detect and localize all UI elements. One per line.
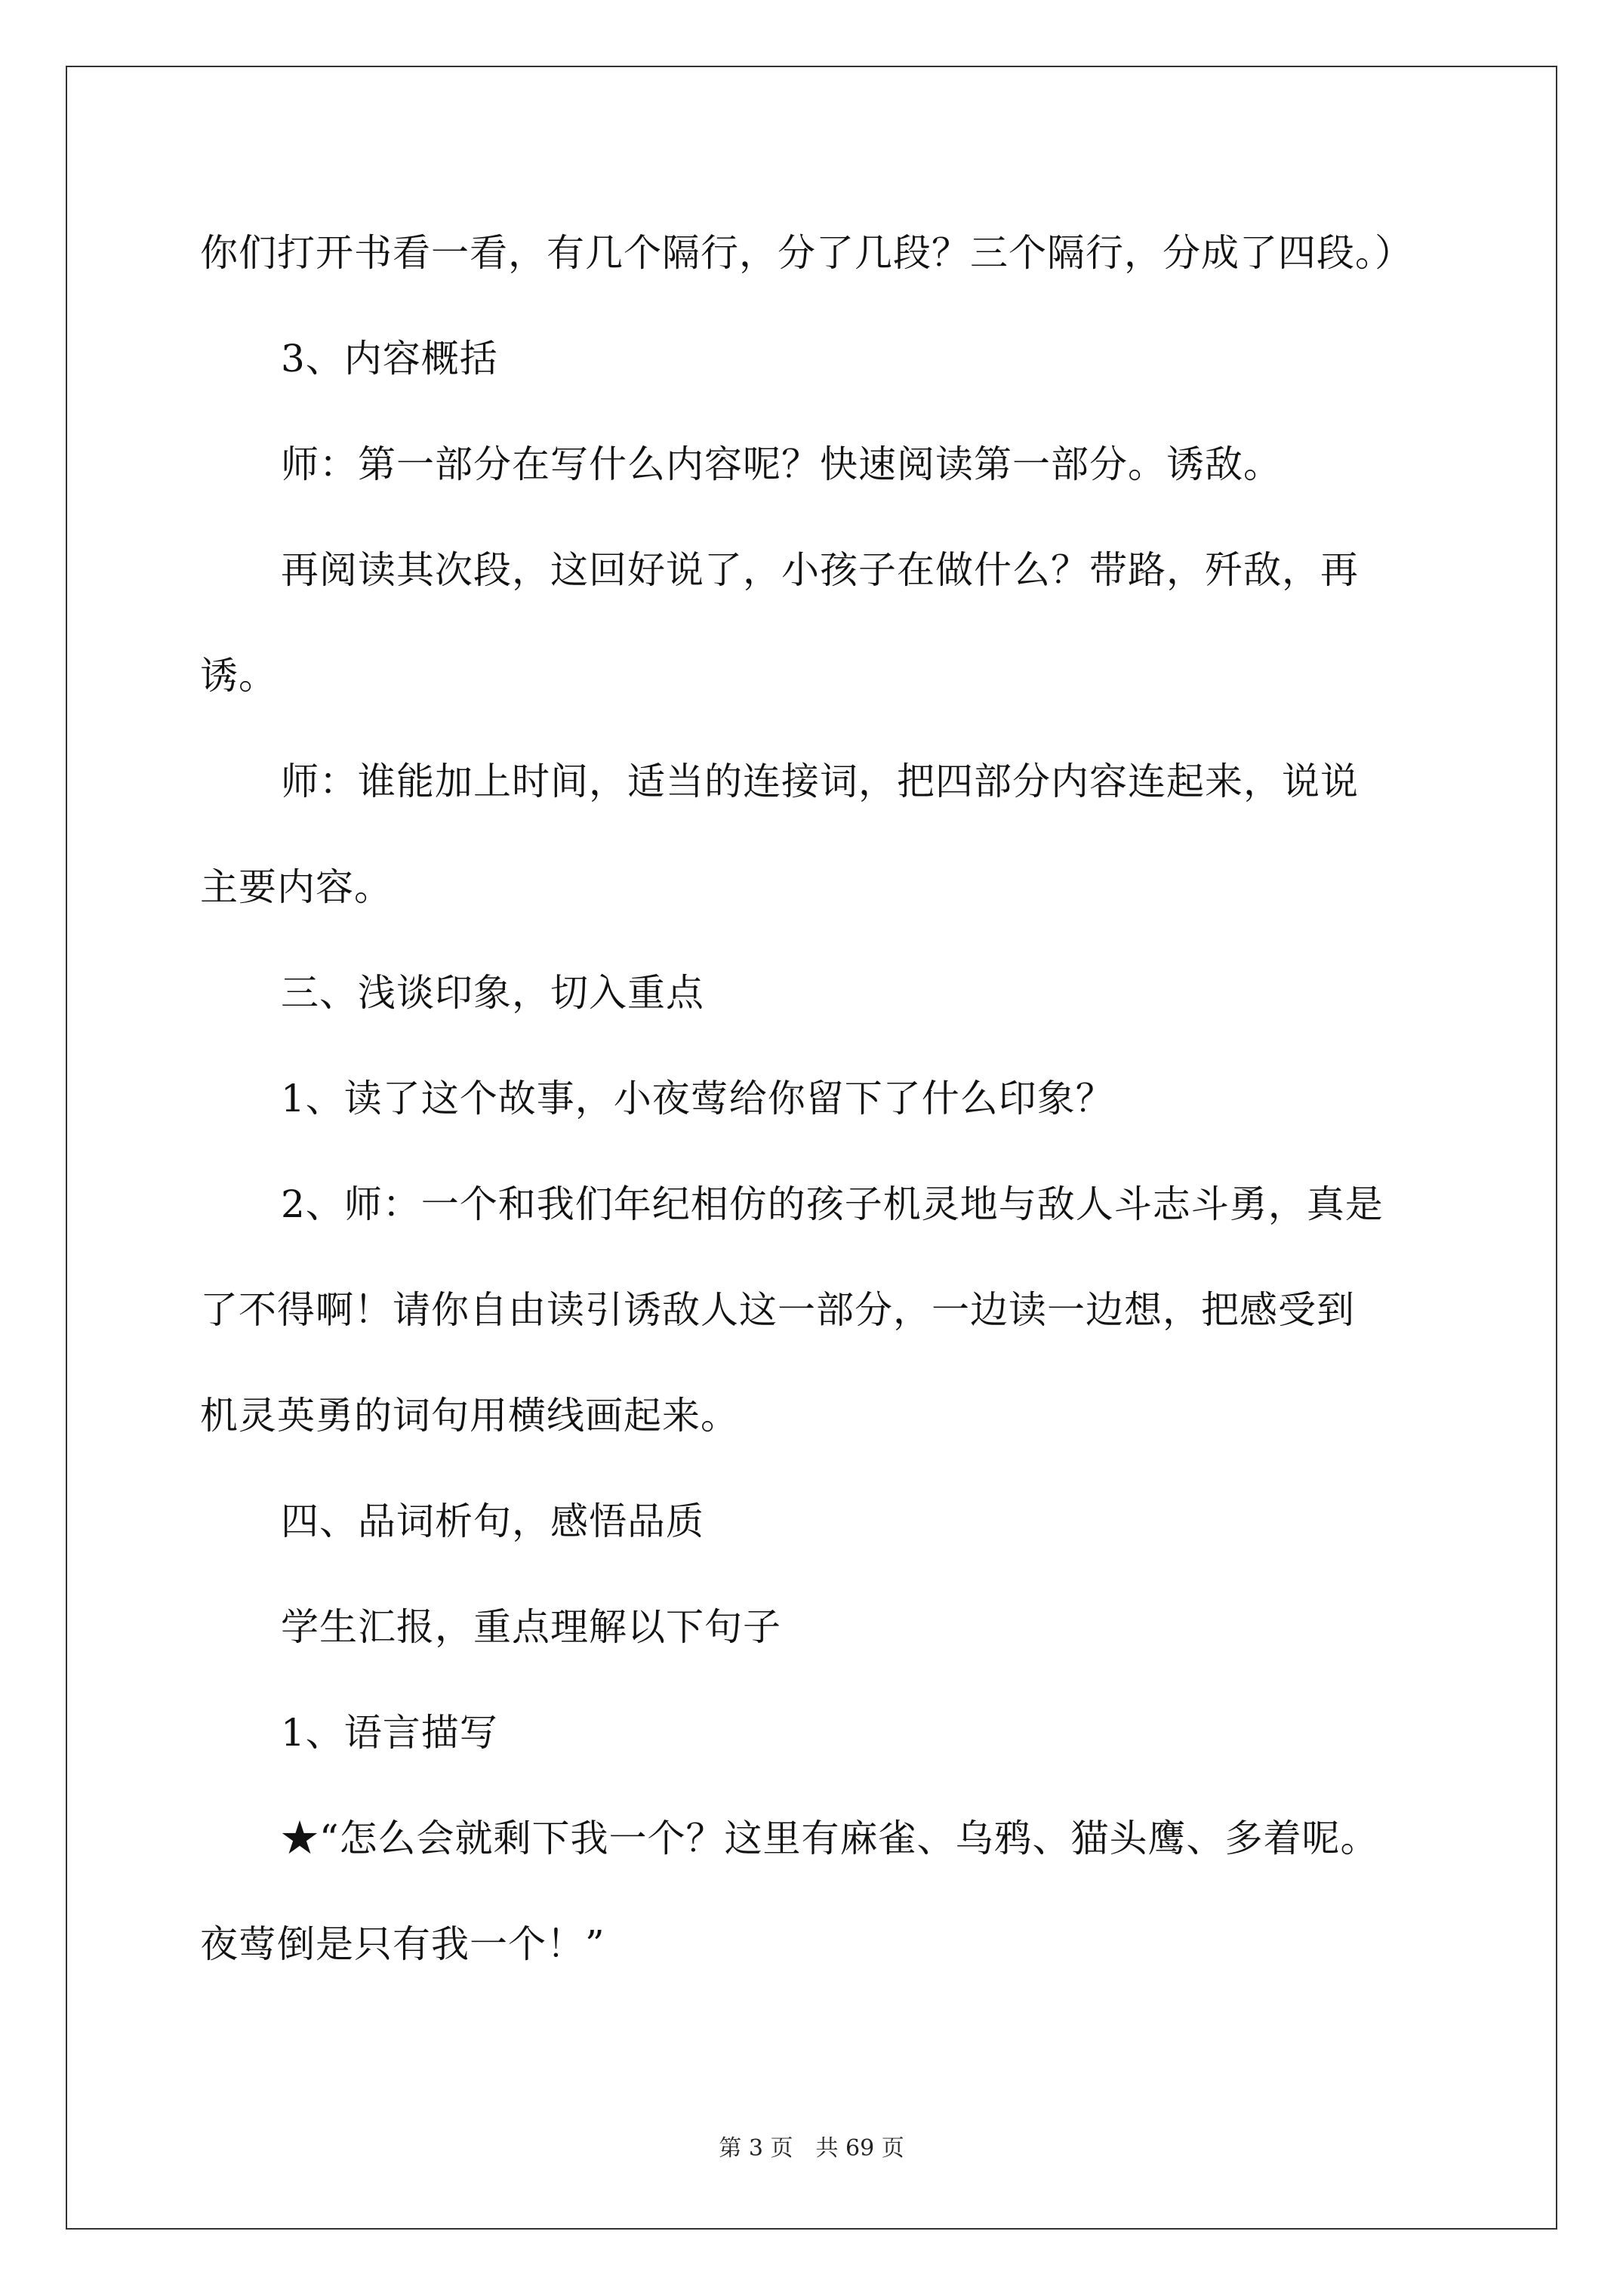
paragraph-line: 学生汇报，重点理解以下句子 xyxy=(281,1605,781,1649)
section-heading: 1、语言描写 xyxy=(281,1711,498,1755)
page-footer: 第 3 页 共 69 页 xyxy=(719,2135,904,2162)
quote-line: 夜莺倒是只有我一个！” xyxy=(200,1922,605,1966)
paragraph-line: 机灵英勇的词句用横线画起来。 xyxy=(200,1394,739,1438)
paragraph-line: 了不得啊！请你自由读引诱敌人这一部分，一边读一边想，把感受到 xyxy=(200,1288,1355,1332)
section-heading: 四、品词析句，感悟品质 xyxy=(281,1499,704,1543)
paragraph-line: 你们打开书看一看，有几个隔行，分了几段？三个隔行，分成了四段。） xyxy=(200,231,1413,275)
page-border xyxy=(66,66,1557,2230)
paragraph-line: 再阅读其次段，这回好说了，小孩子在做什么？带路，歼敌，再 xyxy=(281,548,1359,592)
paragraph-line: 主要内容。 xyxy=(200,865,393,909)
section-heading: 3、内容概括 xyxy=(281,337,498,381)
quote-line: ★“怎么会就剩下我一个？这里有麻雀、乌鸦、猫头鹰、多着呢。 xyxy=(281,1817,1379,1860)
paragraph-line: 2、师：一个和我们年纪相仿的孩子机灵地与敌人斗志斗勇，真是 xyxy=(281,1182,1384,1226)
section-heading: 三、浅谈印象，切入重点 xyxy=(281,971,704,1015)
paragraph-line: 1、读了这个故事，小夜莺给你留下了什么印象？ xyxy=(281,1077,1114,1120)
paragraph-line: 诱。 xyxy=(200,654,277,698)
paragraph-line: 师：第一部分在写什么内容呢？快速阅读第一部分。诱敌。 xyxy=(281,442,1282,486)
paragraph-line: 师：谁能加上时间，适当的连接词，把四部分内容连起来，说说 xyxy=(281,760,1359,803)
